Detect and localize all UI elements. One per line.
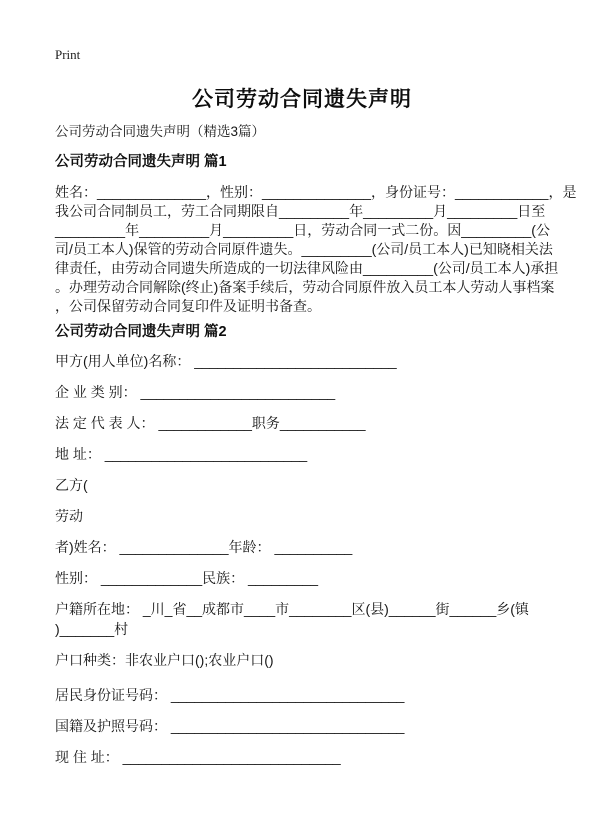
form-line-id-number: 居民身份证号码： ______________________________ <box>55 687 405 703</box>
form-line-gender-ethnicity: 性别： _____________民族： _________ <box>55 570 319 586</box>
section2-heading: 公司劳动合同遗失声明 篇2 <box>55 324 227 340</box>
form-line-passport-number: 国籍及护照号码： ______________________________ <box>55 718 405 734</box>
paragraph-line-filing-procedure: 。办理劳动合同解除(终止)备案手续后，劳动合同原件放入员工本人劳动人事档案 <box>55 279 555 295</box>
print-link[interactable]: Print <box>55 47 81 62</box>
print-link-row <box>55 46 575 64</box>
paragraph-line-name-gender-id: 姓名：______________，性别：______________，身份证号：____________，是 <box>55 184 577 200</box>
form-line-enterprise-type: 企 业 类 别： _________________________ <box>55 384 336 400</box>
paragraph-line-original-lost: 司/员工本人)保管的劳动合同原件遗失。_________(公司/员工本人)已知晓相关法 <box>55 241 553 257</box>
form-line-legal-representative: 法 定 代 表 人： ____________职务___________ <box>55 415 366 431</box>
paragraph-line-contract-term-end: _________年_________月_________日，劳动合同一式二份。因_________(公 <box>55 222 550 238</box>
page-title: 公司劳动合同遗失声明 <box>192 88 412 111</box>
form-line-registered-residence: 户籍所在地： _川_省__成都市____市________区(县)______街______乡(镇 <box>55 601 529 617</box>
form-line-hukou-type: 户口种类：非农业户口();农业户口() <box>55 652 274 668</box>
form-line-party-b-prefix: 乙方( <box>55 477 88 493</box>
section1-paragraph <box>55 183 575 316</box>
paragraph-line-copy-retained: ，公司保留劳动合同复印件及证明书备查。 <box>55 298 321 314</box>
document-subtitle: 公司劳动合同遗失声明（精选3篇） <box>55 124 266 139</box>
form-line-worker-name-age: 者)姓名： ______________年龄： __________ <box>55 539 353 555</box>
form-line-current-address: 现 住 址： ____________________________ <box>55 749 341 765</box>
form-line-employer-name: 甲方(用人单位)名称： __________________________ <box>55 353 397 369</box>
form-line-labor: 劳动 <box>55 508 83 524</box>
section2-form <box>55 351 575 767</box>
paragraph-line-legal-risk: 律责任，由劳动合同遗失所造成的一切法律风险由_________(公司/员工本人)承担 <box>55 260 559 276</box>
form-line-registered-residence-cont: )_______村 <box>55 621 129 637</box>
paragraph-line-contract-term-start: 我公司合同制员工，劳工合同期限自_________年_________月_________日至 <box>55 203 546 219</box>
section1-heading: 公司劳动合同遗失声明 篇1 <box>55 154 227 170</box>
form-line-address: 地 址： __________________________ <box>55 446 308 462</box>
